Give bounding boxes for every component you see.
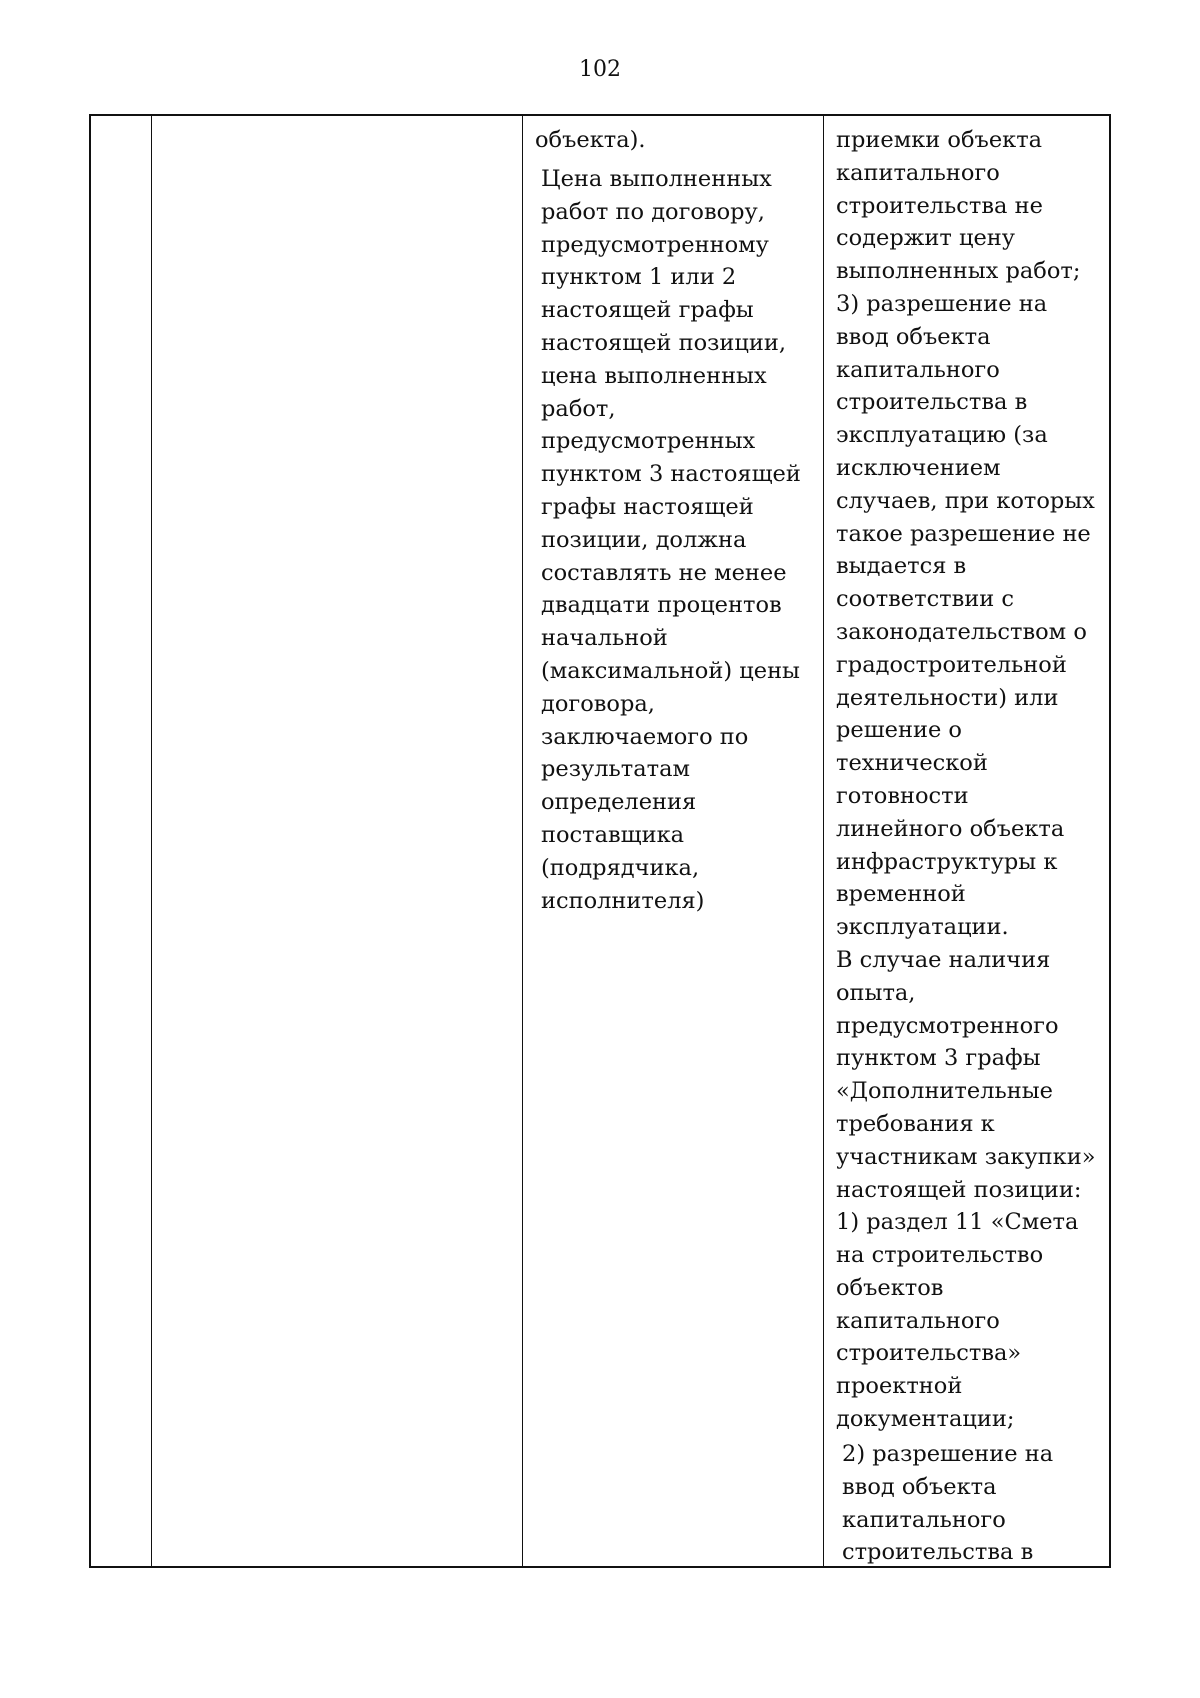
- text-line: технической: [836, 750, 988, 777]
- text-line: 3) разрешение на: [836, 290, 1048, 317]
- text-line: выполненных работ;: [836, 258, 1081, 285]
- text-line: настоящей графы: [541, 297, 754, 324]
- text-line: (максимальной) цены: [541, 657, 800, 684]
- text-line: (подрядчика,: [541, 854, 700, 881]
- text-line: графы настоящей: [541, 493, 754, 520]
- text-line: объектов: [836, 1274, 944, 1301]
- text-line: эксплуатации.: [836, 914, 1009, 941]
- text-line: на строительство: [836, 1242, 1044, 1269]
- text-line: настоящей позиции:: [836, 1176, 1082, 1203]
- text-line: готовности: [836, 782, 969, 809]
- text-line: предусмотренных: [541, 428, 756, 455]
- text-line: временной: [836, 881, 966, 908]
- col3-top-text: [535, 124, 646, 157]
- text-line: В случае наличия: [836, 946, 1051, 973]
- text-line: пунктом 3 настоящей: [541, 461, 801, 488]
- text-line: предусмотренному: [541, 231, 769, 258]
- text-line: ввод объекта: [836, 323, 991, 350]
- text-line: поставщика: [541, 821, 685, 848]
- text-line: соответствии с: [836, 586, 1015, 613]
- text-line: «Дополнительные: [836, 1078, 1053, 1105]
- text-line: случаев, при которых: [836, 487, 1095, 514]
- text-line: настоящей позиции,: [541, 329, 787, 356]
- text-line: объекта).: [535, 127, 646, 153]
- text-line: такое разрешение не: [836, 520, 1091, 547]
- requirements-table: [89, 114, 1111, 1568]
- column-divider: [522, 116, 523, 1566]
- text-line: строительства в: [836, 389, 1028, 416]
- text-line: градостроительной: [836, 651, 1067, 678]
- text-line: деятельности) или: [836, 684, 1059, 711]
- text-line: документации;: [836, 1406, 1015, 1433]
- text-line: строительства»: [836, 1340, 1022, 1367]
- page-number: 102: [579, 57, 621, 82]
- text-line: работ,: [541, 395, 616, 422]
- text-line: эксплуатацию (за: [836, 422, 1048, 449]
- text-line: проектной: [836, 1373, 963, 1400]
- text-line: цена выполненных: [541, 362, 767, 389]
- text-line: законодательством о: [836, 618, 1087, 645]
- text-line: работ по договору,: [541, 198, 765, 225]
- col4-documents-text: [836, 124, 1096, 1436]
- text-line: капитального: [836, 356, 1000, 383]
- text-line: пунктом 1 или 2: [541, 264, 737, 291]
- text-line: позиции, должна: [541, 526, 747, 553]
- text-line: составлять не менее: [541, 559, 787, 586]
- text-line: определения: [541, 789, 697, 816]
- text-line: результатам: [541, 756, 690, 783]
- text-line: участникам закупки»: [836, 1143, 1096, 1170]
- col4-documents-continued-text: [842, 1438, 1053, 1569]
- text-line: пунктом 3 графы: [836, 1045, 1041, 1072]
- text-line: решение о: [836, 717, 962, 744]
- text-line: содержит цену: [836, 225, 1016, 252]
- text-line: исполнителя): [541, 887, 705, 914]
- text-line: капитального: [836, 1307, 1000, 1334]
- text-line: начальной: [541, 625, 668, 652]
- text-line: строительства в: [842, 1539, 1034, 1566]
- text-line: капитального: [836, 159, 1000, 186]
- column-divider: [151, 116, 152, 1566]
- text-line: линейного объекта: [836, 815, 1065, 842]
- text-line: предусмотренного: [836, 1012, 1059, 1039]
- text-line: инфраструктуры к: [836, 848, 1058, 875]
- text-line: строительства не: [836, 192, 1043, 219]
- text-line: 2) разрешение на: [842, 1441, 1054, 1467]
- text-line: приемки объекта: [836, 127, 1043, 153]
- text-line: 1) раздел 11 «Смета: [836, 1209, 1079, 1236]
- text-line: опыта,: [836, 979, 916, 1006]
- text-line: требования к: [836, 1110, 995, 1137]
- column-divider: [823, 116, 824, 1566]
- col3-price-requirement-text: [541, 163, 801, 917]
- text-line: заключаемого по: [541, 723, 749, 750]
- text-line: ввод объекта: [842, 1473, 997, 1500]
- text-line: выдается в: [836, 553, 967, 580]
- text-line: исключением: [836, 454, 1001, 481]
- text-line: двадцати процентов: [541, 592, 782, 619]
- text-line: договора,: [541, 690, 655, 717]
- text-line: капитального: [842, 1506, 1006, 1533]
- text-line: Цена выполненных: [541, 166, 772, 192]
